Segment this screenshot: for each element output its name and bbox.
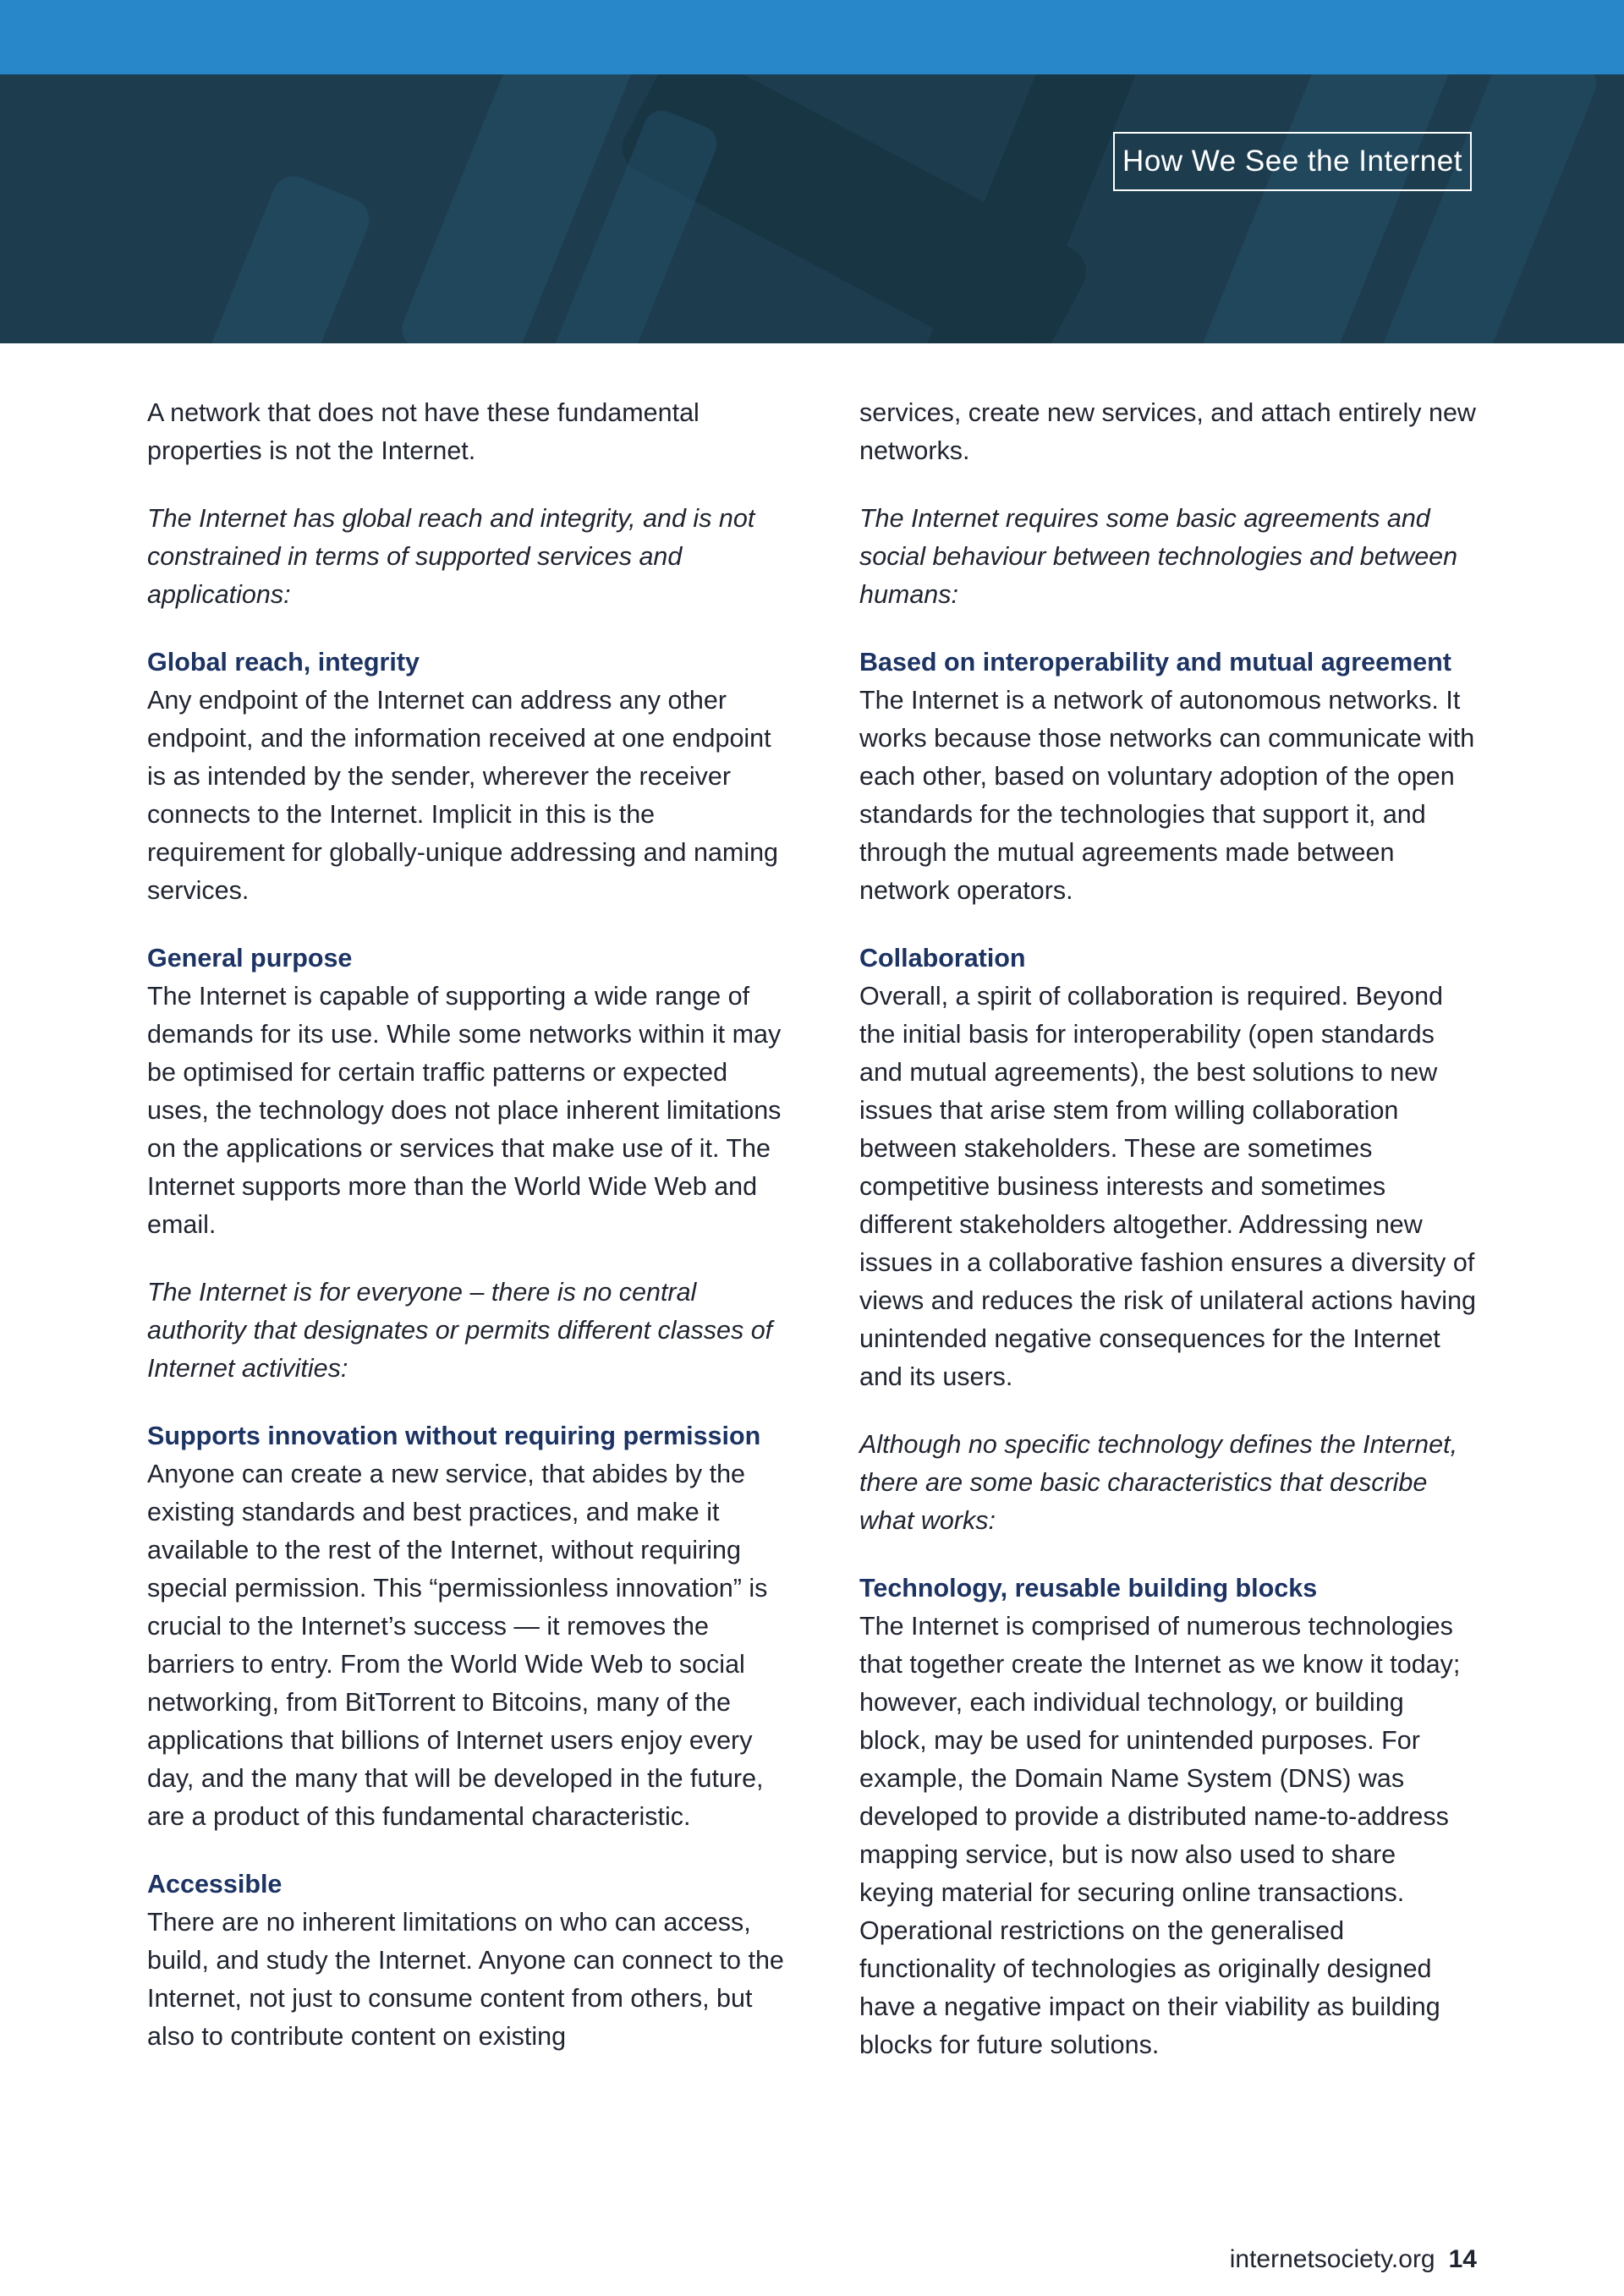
body-global-reach: Any endpoint of the Internet can address any other endpoint, and the information received at one endpoint is as intended by the sender, wherever the receiver connects to the Internet. Implicit in this is the requirement for globally-unique addressing and naming services.: [147, 686, 779, 905]
body-general-purpose: The Internet is capable of supporting a wide range of demands for its use. While some networks within it may be optimised for certain traffic patterns or expected uses, the technology does not place inherent limitations on the applications or services that make use of it. The Internet supports more than the World Wide Web and email.: [147, 982, 782, 1239]
lead-statement-technology: Although no specific technology defines the Internet, there are some basic characteristics that describe what works:: [859, 1430, 1458, 1535]
page-footer: [1230, 2243, 1477, 2277]
lead-statement-global: The Internet has global reach and integrity, and is not constrained in terms of supported services and applications:: [147, 504, 755, 609]
continued-paragraph: services, create new services, and attach entirely new networks.: [859, 398, 1476, 465]
body-collaboration: Overall, a spirit of collaboration is required. Beyond the initial basis for interoperability (open standards and mutual agreements), the best solutions to new issues that arise stem from willing collaboration between stakeholders. These are sometimes competitive business interests and sometimes different stakeholders altogether. Addressing new issues in a collaborative fashion ensures a diversity of views and reduces the risk of unilateral actions having unintended negative consequences for the Internet and its users.: [859, 982, 1477, 1391]
section-global-reach: [147, 644, 790, 910]
body-building-blocks: The Internet is comprised of numerous technologies that together create the Internet as we know it today; however, each individual technology, or building block, may be used for unintended purposes. For example, the Domain Name System (DNS) was developed to provide a distributed name-to-address mapping service, but is now also used to share keying material for securing online transactions. Operational restrictions on the generalised functionality of technologies as originally designed have a negative impact on their viability as building blocks for future solutions.: [859, 1612, 1461, 2059]
body-accessible: There are no inherent limitations on who can access, build, and study the Internet. Anyone can connect to the Internet, not just to consume content from others, but also to contribute content on existing: [147, 1908, 784, 2051]
heading-innovation: Supports innovation without requiring permission: [147, 1422, 761, 1450]
right-column: [859, 394, 1477, 2094]
section-innovation: [147, 1417, 790, 1836]
section-interoperability: [859, 644, 1477, 910]
heading-interoperability: Based on interoperability and mutual agreement: [859, 648, 1451, 677]
heading-general-purpose: General purpose: [147, 944, 353, 973]
heading-global-reach: Global reach, integrity: [147, 648, 420, 677]
section-accessible: [147, 1866, 790, 2056]
heading-building-blocks: Technology, reusable building blocks: [859, 1574, 1318, 1603]
header-banner: [0, 74, 1624, 343]
banner-pattern: [0, 74, 1624, 343]
left-column: [147, 394, 790, 2085]
footer-site-link[interactable]: internetsociety.org: [1229, 2245, 1435, 2273]
section-general-purpose: [147, 940, 790, 1244]
intro-paragraph: A network that does not have these fundamental properties is not the Internet.: [147, 398, 700, 465]
page-number: 14: [1448, 2245, 1477, 2273]
section-building-blocks: [859, 1570, 1477, 2064]
lead-statement-everyone: The Internet is for everyone – there is no central authority that designates or permits different classes of Internet activities:: [147, 1278, 773, 1383]
heading-collaboration: Collaboration: [859, 944, 1026, 973]
body-interoperability: The Internet is a network of autonomous networks. It works because those networks can communicate with each other, based on voluntary adoption of the open standards for the technologies that support it, and through the mutual agreements made between network operators.: [859, 686, 1475, 905]
heading-accessible: Accessible: [147, 1870, 283, 1899]
lead-statement-agreements: The Internet requires some basic agreements and social behaviour between technologies and between humans:: [859, 504, 1458, 609]
top-accent-bar: [0, 0, 1624, 74]
section-collaboration: [859, 940, 1477, 1396]
section-label: How We See the Internet: [1113, 132, 1472, 191]
body-innovation: Anyone can create a new service, that abides by the existing standards and best practices, and make it available to the rest of the Internet, without requiring special permission. This “permissionless innovation” is crucial to the Internet’s success — it removes the barriers to entry. From the World Wide Web to social networking, from BitTorrent to Bitcoins, many of the applications that billions of Internet users enjoy every day, and the many that will be developed in the future, are a product of this fundamental characteristic.: [147, 1460, 768, 1831]
